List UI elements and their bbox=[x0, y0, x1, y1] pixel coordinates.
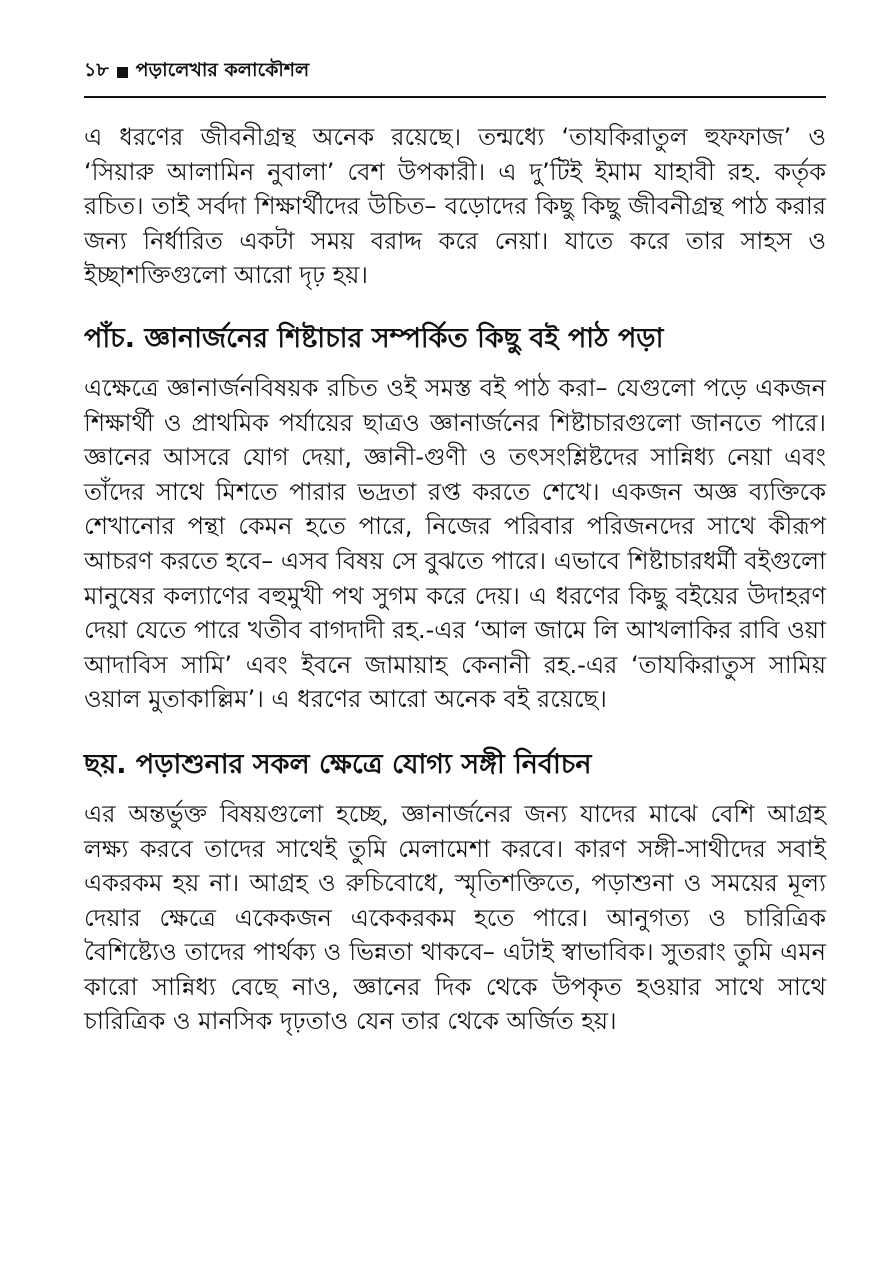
running-header bbox=[84, 52, 826, 92]
square-bullet-icon bbox=[117, 67, 128, 78]
book-title: পড়ালেখার কলাকৌশল bbox=[135, 59, 310, 81]
section-five-paragraph: এক্ষেত্রে জ্ঞানার্জনবিষয়ক রচিত ওই সমস্ত বই পাঠ করা– যেগুলো পড়ে একজন শিক্ষার্থী ও প্রাথমিক পর্যায়ের ছাত্রও জ্ঞানার্জনের শিষ্টাচারগুলো জানতে পারে। জ্ঞানের আসরে যোগ দেয়া, জ্ঞানী-গুণী ও তৎসংশ্লিষ্টদের সান্নিধ্য নেয়া এবং তাঁদের সাথে মিশতে পারার ভদ্রতা রপ্ত করতে শেখে। একজন অজ্ঞ ব্যক্তিকে শেখানোর পন্থা কেমন হতে পারে, নিজের পরিবার পরিজনদের সাথে কীরূপ আচরণ করতে হবে– এসব বিষয় সে বুঝতে পারে। এভাবে শিষ্টাচারধর্মী বইগুলো মানুষের কল্যাণের বহুমুখী পথ সুগম করে দেয়। এ ধরণের কিছু বইয়ের উদাহরণ দেয়া যেতে পারে খতীব বাগদাদী রহ.-এর ‘আল জামে লি আখলাকির রাবি ওয়া আদাবিস সামি’ এবং ইবনে জামায়াহ কেনানী রহ.-এর ‘তাযকিরাতুস সামিয় ওয়াল মুতাকাল্লিম’। এ ধরণের আরো অনেক বই রয়েছে। bbox=[84, 373, 826, 714]
section-heading-five: পাঁচ. জ্ঞানার্জনের শিষ্টাচার সম্পর্কিত কিছু বই পাঠ পড়া bbox=[84, 322, 664, 354]
section-heading-six: ছয়. পড়াশুনার সকল ক্ষেত্রে যোগ্য সঙ্গী নির্বাচন bbox=[84, 748, 592, 780]
section-six-paragraph: এর অন্তর্ভুক্ত বিষয়গুলো হচ্ছে, জ্ঞানার্জনের জন্য যাদের মাঝে বেশি আগ্রহ লক্ষ্য করবে তাদের সাথেই তুমি মেলামেশা করবে। কারণ সঙ্গী-সাথীদের সবাই একরকম হয় না। আগ্রহ ও রুচিবোধে, স্মৃতিশক্তিতে, পড়াশুনা ও সময়ের মূল্য দেয়ার ক্ষেত্রে একেকজন একেকরকম হতে পারে। আনুগত্য ও চারিত্রিক বৈশিষ্ট্যেও তাদের পার্থক্য ও ভিন্নতা থাকবে– এটাই স্বাভাবিক। সুতরাং তুমি এমন কারো সান্নিধ্য বেছে নাও, জ্ঞানের দিক থেকে উপকৃত হওয়ার সাথে সাথে চারিত্রিক ও মানসিক দৃঢ়তাও যেন তার থেকে অর্জিত হয়। bbox=[84, 799, 826, 1036]
page-number: ১৮ bbox=[84, 59, 109, 81]
header-rule bbox=[84, 96, 826, 98]
intro-paragraph: এ ধরণের জীবনীগ্রন্থ অনেক রয়েছে। তন্মধ্যে ‘তাযকিরাতুল হুফফাজ’ ও ‘সিয়ারু আলামিন নুবালা’ বেশ উপকারী। এ দু’টিই ইমাম যাহাবী রহ. কর্তৃক রচিত। তাই সর্বদা শিক্ষার্থীদের উচিত– বড়োদের কিছু কিছু জীবনীগ্রন্থ পাঠ করার জন্য নির্ধারিত একটা সময় বরাদ্দ করে নেয়া। যাতে করে তার সাহস ও ইচ্ছাশক্তিগুলো আরো দৃঢ় হয়। bbox=[84, 123, 826, 290]
